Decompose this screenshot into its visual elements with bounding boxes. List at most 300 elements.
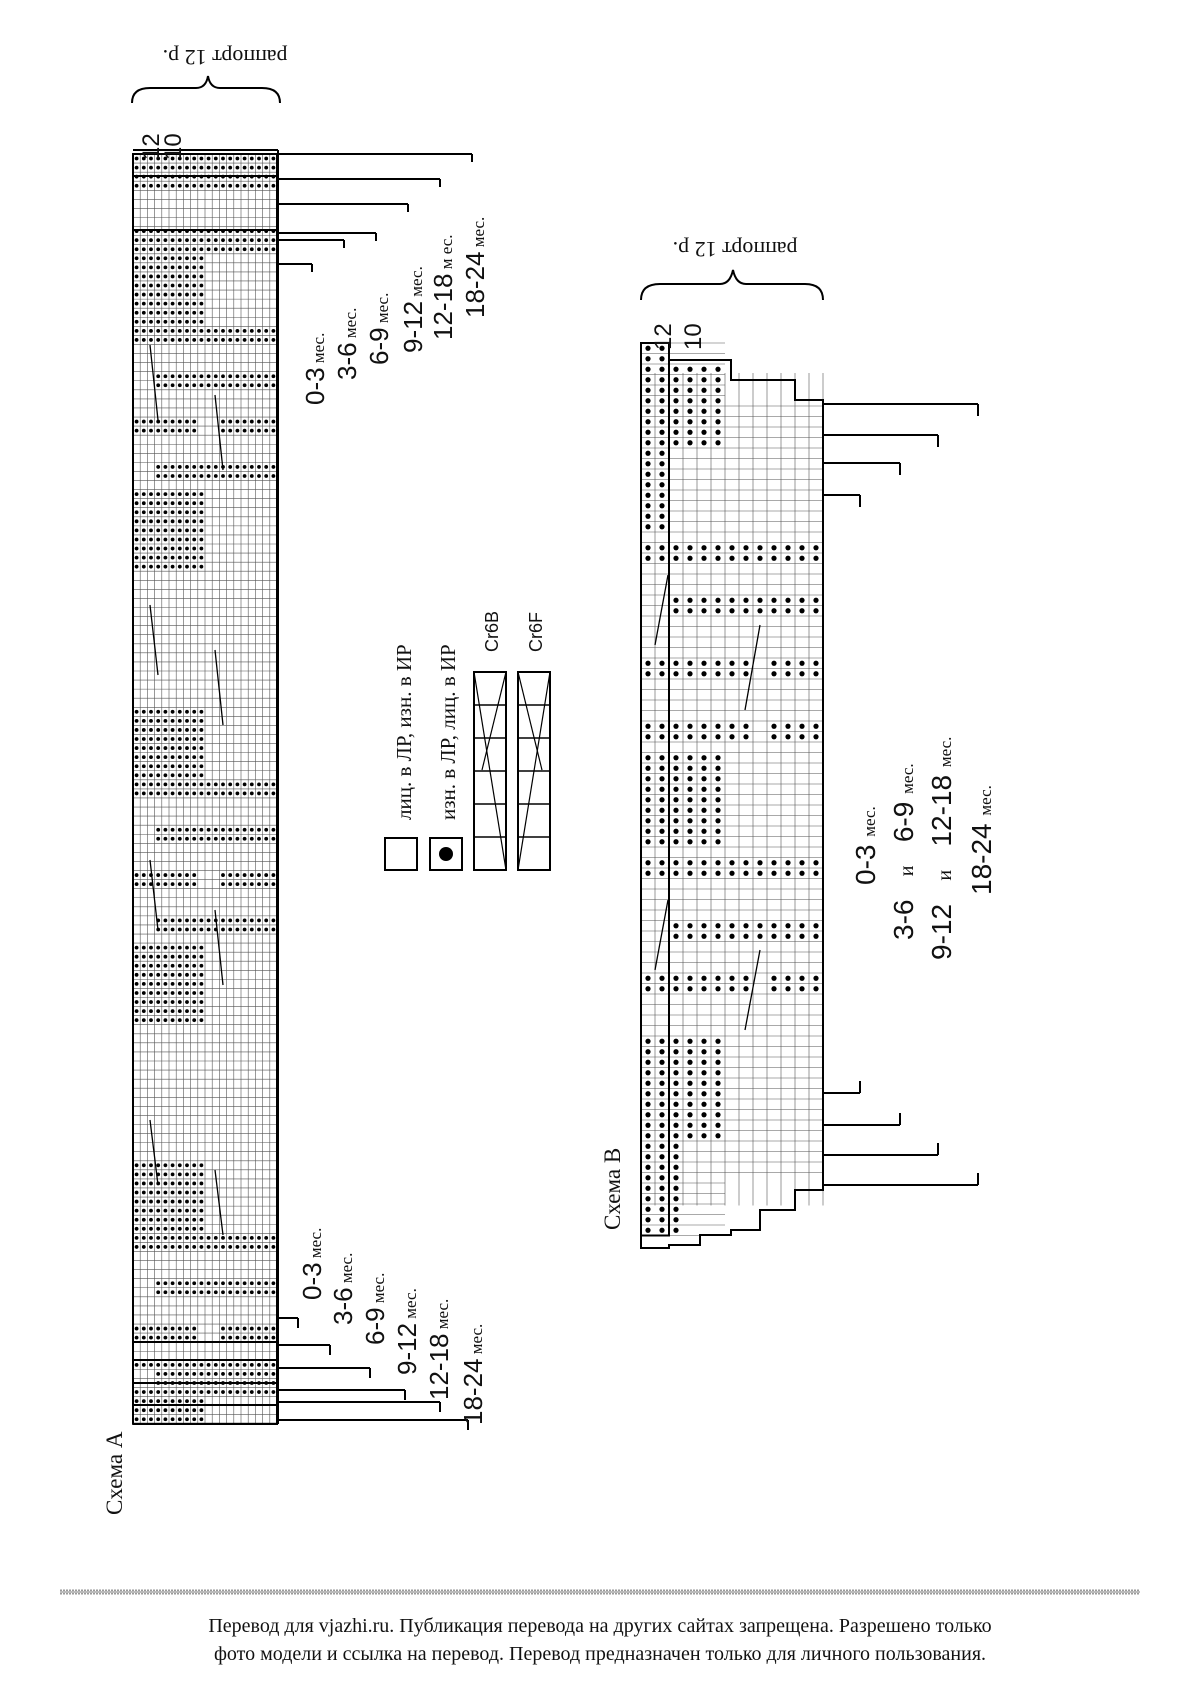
purl-dot xyxy=(178,919,182,923)
purl-dot xyxy=(687,388,692,393)
purl-dot xyxy=(171,782,175,786)
purl-dot xyxy=(221,338,225,342)
purl-dot xyxy=(135,175,139,179)
purl-dot xyxy=(264,1327,268,1331)
purl-dot xyxy=(135,746,139,750)
purl-dot xyxy=(142,1245,146,1249)
purl-dot xyxy=(135,302,139,306)
purl-dot xyxy=(149,1245,153,1249)
purl-dot xyxy=(715,860,720,865)
purl-dot xyxy=(164,882,168,886)
purl-dot xyxy=(214,1372,218,1376)
purl-dot xyxy=(687,871,692,876)
purl-dot xyxy=(185,311,189,315)
purl-dot xyxy=(207,374,211,378)
size-text: 18-24 xyxy=(458,1358,488,1425)
purl-dot xyxy=(135,265,139,269)
purl-dot xyxy=(185,166,189,170)
purl-dot xyxy=(200,538,204,542)
purl-dot xyxy=(272,420,276,424)
size-unit: мес. xyxy=(306,1227,325,1263)
purl-dot xyxy=(156,1281,160,1285)
purl-dot xyxy=(207,1381,211,1385)
purl-dot xyxy=(228,420,232,424)
size-join: и xyxy=(896,865,918,877)
purl-dot xyxy=(135,329,139,333)
purl-dot xyxy=(701,787,706,792)
purl-dot xyxy=(257,792,261,796)
purl-dot xyxy=(257,465,261,469)
purl-dot xyxy=(149,302,153,306)
purl-dot xyxy=(228,882,232,886)
purl-dot xyxy=(171,492,175,496)
purl-dot xyxy=(207,792,211,796)
purl-dot xyxy=(200,1290,204,1294)
purl-dot xyxy=(236,429,240,433)
purl-dot xyxy=(799,598,804,603)
purl-dot xyxy=(645,1175,650,1180)
purl-dot xyxy=(243,329,247,333)
purl-dot xyxy=(264,229,268,233)
purl-dot xyxy=(200,919,204,923)
purl-dot xyxy=(171,1236,175,1240)
chart-b-col-num-12: 12 xyxy=(650,323,677,350)
purl-dot xyxy=(192,474,196,478)
purl-dot xyxy=(164,1236,168,1240)
chart-a-brace xyxy=(132,76,280,103)
purl-dot xyxy=(659,472,664,477)
purl-dot xyxy=(645,860,650,865)
purl-dot xyxy=(185,1390,189,1394)
purl-dot xyxy=(156,764,160,768)
purl-dot xyxy=(257,873,261,877)
purl-dot xyxy=(142,247,146,251)
purl-dot xyxy=(178,1236,182,1240)
purl-dot xyxy=(264,1390,268,1394)
purl-dot xyxy=(221,247,225,251)
purl-dot xyxy=(687,1070,692,1075)
purl-dot xyxy=(142,1236,146,1240)
purl-dot xyxy=(156,1191,160,1195)
knit-symbol xyxy=(385,838,417,870)
purl-dot xyxy=(701,724,706,729)
purl-dot xyxy=(135,1245,139,1249)
purl-dot xyxy=(673,1133,678,1138)
chart-a-size-bottom-2 xyxy=(328,1253,359,1325)
chart-a-repeat-text: раппорт 12 р. xyxy=(162,45,288,70)
purl-dot xyxy=(645,766,650,771)
purl-dot xyxy=(156,1245,160,1249)
purl-dot xyxy=(673,776,678,781)
purl-dot xyxy=(192,1399,196,1403)
purl-dot xyxy=(171,1390,175,1394)
purl-dot xyxy=(228,1327,232,1331)
purl-dot xyxy=(178,1182,182,1186)
purl-dot xyxy=(785,724,790,729)
purl-dot xyxy=(171,1200,175,1204)
purl-dot xyxy=(156,1399,160,1403)
purl-dot xyxy=(178,710,182,714)
purl-dot xyxy=(250,873,254,877)
purl-dot xyxy=(192,1336,196,1340)
purl-dot xyxy=(272,474,276,478)
purl-dot xyxy=(785,986,790,991)
purl-dot xyxy=(142,229,146,233)
purl-dot xyxy=(192,1009,196,1013)
purl-dot xyxy=(142,710,146,714)
purl-dot xyxy=(701,1060,706,1065)
purl-dot xyxy=(645,1123,650,1128)
purl-dot xyxy=(659,1207,664,1212)
purl-dot xyxy=(813,598,818,603)
purl-dot xyxy=(149,1363,153,1367)
purl-dot xyxy=(192,1163,196,1167)
purl-dot xyxy=(701,545,706,550)
purl-dot xyxy=(659,1217,664,1222)
purl-dot xyxy=(715,1070,720,1075)
purl-dot xyxy=(178,492,182,496)
cable-mark xyxy=(655,900,668,970)
purl-dot xyxy=(264,184,268,188)
purl-dot xyxy=(171,275,175,279)
purl-dot xyxy=(171,1363,175,1367)
purl-dot xyxy=(135,728,139,732)
purl-dot xyxy=(250,1390,254,1394)
purl-dot xyxy=(200,1209,204,1213)
purl-dot xyxy=(673,829,678,834)
purl-dot xyxy=(645,1060,650,1065)
purl-dot xyxy=(228,837,232,841)
purl-dot xyxy=(250,338,254,342)
purl-dot xyxy=(236,329,240,333)
purl-dot xyxy=(243,828,247,832)
purl-dot xyxy=(156,873,160,877)
purl-dot xyxy=(192,710,196,714)
purl-dot xyxy=(171,284,175,288)
purl-dot xyxy=(701,1102,706,1107)
purl-dot xyxy=(164,1417,168,1421)
purl-dot xyxy=(200,1191,204,1195)
purl-dot xyxy=(673,797,678,802)
purl-dot xyxy=(171,175,175,179)
purl-dot xyxy=(185,991,189,995)
purl-dot xyxy=(164,1245,168,1249)
purl-dot xyxy=(701,871,706,876)
purl-dot xyxy=(228,329,232,333)
purl-dot xyxy=(135,184,139,188)
purl-dot xyxy=(673,1039,678,1044)
purl-dot xyxy=(171,773,175,777)
purl-dot xyxy=(701,377,706,382)
purl-dot xyxy=(701,839,706,844)
purl-dot xyxy=(149,184,153,188)
purl-dot xyxy=(771,661,776,666)
size-unit: мес. xyxy=(373,292,392,328)
purl-dot xyxy=(687,923,692,928)
purl-dot xyxy=(156,284,160,288)
purl-dot xyxy=(164,837,168,841)
purl-dot xyxy=(200,792,204,796)
purl-dot xyxy=(171,538,175,542)
purl-dot xyxy=(743,734,748,739)
purl-dot xyxy=(785,661,790,666)
purl-dot xyxy=(236,247,240,251)
purl-dot xyxy=(659,409,664,414)
purl-dot xyxy=(171,1000,175,1004)
purl-dot xyxy=(164,338,168,342)
purl-dot xyxy=(228,247,232,251)
purl-dot xyxy=(221,1390,225,1394)
purl-dot xyxy=(673,1102,678,1107)
purl-dot xyxy=(236,175,240,179)
purl-dot xyxy=(149,982,153,986)
purl-dot xyxy=(135,1408,139,1412)
purl-dot xyxy=(178,1381,182,1385)
purl-dot xyxy=(185,547,189,551)
purl-dot xyxy=(185,919,189,923)
purl-dot xyxy=(149,329,153,333)
purl-dot xyxy=(192,311,196,315)
purl-dot xyxy=(228,229,232,233)
purl-dot xyxy=(729,661,734,666)
chart-b-size-line-4 xyxy=(966,785,998,895)
purl-dot xyxy=(673,818,678,823)
purl-dot xyxy=(185,982,189,986)
purl-dot xyxy=(645,1165,650,1170)
purl-dot xyxy=(207,837,211,841)
purl-dot xyxy=(659,1196,664,1201)
purl-dot xyxy=(673,608,678,613)
purl-dot xyxy=(156,964,160,968)
purl-dot xyxy=(192,547,196,551)
purl-dot xyxy=(659,451,664,456)
purl-dot xyxy=(171,529,175,533)
purl-dot xyxy=(178,1281,182,1285)
purl-dot xyxy=(192,175,196,179)
purl-dot xyxy=(715,1133,720,1138)
purl-dot xyxy=(272,329,276,333)
purl-dot xyxy=(673,545,678,550)
purl-dot xyxy=(645,419,650,424)
purl-dot xyxy=(207,919,211,923)
purl-dot xyxy=(171,247,175,251)
purl-dot xyxy=(185,275,189,279)
purl-dot xyxy=(257,1245,261,1249)
purl-dot xyxy=(687,860,692,865)
purl-dot xyxy=(149,1209,153,1213)
purl-dot xyxy=(236,1363,240,1367)
purl-dot xyxy=(156,773,160,777)
purl-dot xyxy=(192,1218,196,1222)
purl-dot xyxy=(257,1372,261,1376)
purl-dot xyxy=(200,719,204,723)
purl-dot xyxy=(272,1336,276,1340)
purl-dot xyxy=(192,1209,196,1213)
purl-dot xyxy=(156,474,160,478)
purl-dot xyxy=(659,829,664,834)
chart-a-size-bottom-6 xyxy=(458,1324,489,1425)
purl-dot xyxy=(149,265,153,269)
purl-dot xyxy=(715,808,720,813)
purl-dot xyxy=(257,157,261,161)
purl-dot xyxy=(142,1218,146,1222)
size-text: 0-3 xyxy=(297,1262,327,1300)
purl-dot xyxy=(729,860,734,865)
purl-dot xyxy=(236,238,240,242)
purl-dot xyxy=(156,1390,160,1394)
purl-dot xyxy=(192,719,196,723)
purl-dot xyxy=(264,429,268,433)
purl-dot xyxy=(185,247,189,251)
purl-dot xyxy=(164,1018,168,1022)
purl-dot xyxy=(185,1227,189,1231)
purl-dot xyxy=(257,184,261,188)
purl-dot xyxy=(200,1200,204,1204)
purl-dot xyxy=(192,1018,196,1022)
purl-dot xyxy=(264,873,268,877)
purl-dot xyxy=(149,1327,153,1331)
purl-dot xyxy=(687,377,692,382)
purl-dot xyxy=(192,184,196,188)
purl-dot xyxy=(729,934,734,939)
purl-dot xyxy=(164,265,168,269)
purl-dot xyxy=(207,465,211,469)
purl-dot xyxy=(257,837,261,841)
purl-dot xyxy=(673,1144,678,1149)
purl-dot xyxy=(185,1009,189,1013)
purl-dot xyxy=(142,184,146,188)
purl-dot xyxy=(715,608,720,613)
purl-dot xyxy=(236,1372,240,1376)
size-text: 18-24 xyxy=(460,251,490,318)
purl-dot xyxy=(156,529,160,533)
purl-dot xyxy=(178,1408,182,1412)
purl-dot xyxy=(673,1154,678,1159)
purl-dot xyxy=(228,157,232,161)
purl-dot xyxy=(701,1123,706,1128)
purl-dot xyxy=(200,166,204,170)
purl-dot xyxy=(799,871,804,876)
purl-dot xyxy=(659,398,664,403)
purl-dot xyxy=(687,755,692,760)
purl-dot xyxy=(200,1417,204,1421)
purl-dot xyxy=(272,1327,276,1331)
purl-dot xyxy=(645,503,650,508)
purl-dot xyxy=(185,1018,189,1022)
purl-dot xyxy=(439,847,453,861)
size-unit: мес. xyxy=(936,736,955,768)
purl-dot xyxy=(236,1390,240,1394)
purl-dot xyxy=(135,1417,139,1421)
purl-dot xyxy=(192,265,196,269)
purl-dot xyxy=(236,338,240,342)
purl-dot xyxy=(178,873,182,877)
purl-dot xyxy=(771,545,776,550)
purl-dot xyxy=(236,383,240,387)
purl-dot xyxy=(178,374,182,378)
purl-dot xyxy=(207,1281,211,1285)
purl-dot xyxy=(645,388,650,393)
purl-dot xyxy=(156,792,160,796)
purl-dot xyxy=(243,338,247,342)
purl-dot xyxy=(214,828,218,832)
purl-dot xyxy=(673,1207,678,1212)
purl-dot xyxy=(164,329,168,333)
purl-dot xyxy=(250,157,254,161)
purl-dot xyxy=(135,1209,139,1213)
purl-dot xyxy=(192,320,196,324)
purl-dot xyxy=(192,556,196,560)
purl-dot xyxy=(192,1363,196,1367)
purl-dot xyxy=(272,928,276,932)
purl-dot xyxy=(250,1327,254,1331)
purl-dot xyxy=(164,973,168,977)
purl-dot xyxy=(142,302,146,306)
purl-dot xyxy=(214,837,218,841)
purl-dot xyxy=(236,782,240,786)
purl-dot xyxy=(701,608,706,613)
purl-dot xyxy=(178,973,182,977)
purl-dot xyxy=(659,514,664,519)
purl-dot xyxy=(645,661,650,666)
purl-dot xyxy=(264,1281,268,1285)
purl-dot xyxy=(701,797,706,802)
purl-dot xyxy=(813,934,818,939)
purl-dot xyxy=(164,1372,168,1376)
purl-dot xyxy=(178,1009,182,1013)
purl-dot xyxy=(257,1236,261,1240)
purl-dot xyxy=(200,1372,204,1376)
purl-dot xyxy=(659,367,664,372)
purl-dot xyxy=(673,808,678,813)
purl-dot xyxy=(715,766,720,771)
purl-dot xyxy=(645,524,650,529)
purl-dot xyxy=(228,338,232,342)
purl-dot xyxy=(178,982,182,986)
purl-dot xyxy=(178,529,182,533)
chart-b-brace xyxy=(641,270,823,300)
purl-dot xyxy=(264,1290,268,1294)
purl-dot xyxy=(178,465,182,469)
purl-dot xyxy=(164,991,168,995)
purl-dot xyxy=(135,238,139,242)
purl-dot xyxy=(221,1336,225,1340)
purl-dot xyxy=(185,1191,189,1195)
purl-dot xyxy=(200,565,204,569)
purl-dot xyxy=(659,976,664,981)
purl-dot xyxy=(149,1336,153,1340)
purl-dot xyxy=(272,184,276,188)
purl-dot xyxy=(192,538,196,542)
purl-dot xyxy=(142,973,146,977)
purl-dot xyxy=(673,839,678,844)
purl-dot xyxy=(185,1381,189,1385)
purl-dot xyxy=(185,1281,189,1285)
purl-dot xyxy=(171,510,175,514)
purl-dot xyxy=(156,538,160,542)
purl-dot xyxy=(214,374,218,378)
purl-dot xyxy=(673,377,678,382)
purl-dot xyxy=(164,1000,168,1004)
purl-dot xyxy=(757,860,762,865)
purl-dot xyxy=(178,175,182,179)
purl-dot xyxy=(257,1381,261,1385)
cable-mark xyxy=(215,650,223,725)
purl-dot xyxy=(771,860,776,865)
purl-dot xyxy=(701,818,706,823)
purl-dot xyxy=(200,238,204,242)
purl-dot xyxy=(149,1182,153,1186)
